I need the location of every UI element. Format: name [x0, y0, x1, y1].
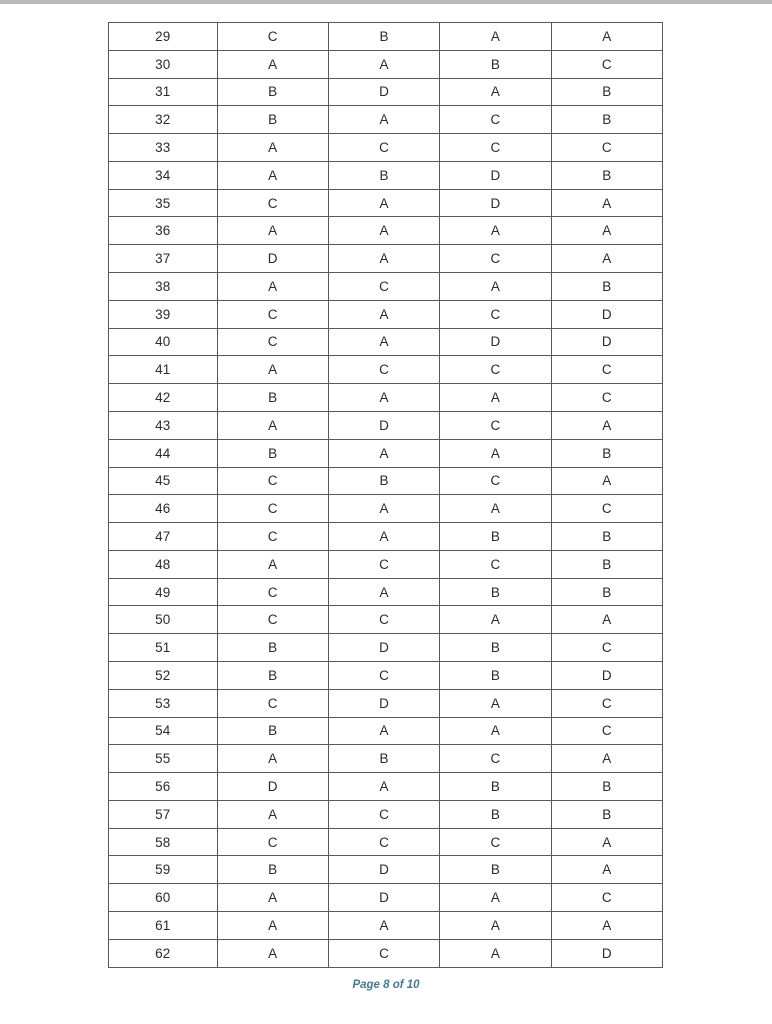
answer-cell: C	[328, 356, 439, 384]
question-number-cell: 60	[109, 884, 218, 912]
answer-cell: A	[217, 50, 328, 78]
answer-cell: A	[328, 328, 439, 356]
table-row	[109, 106, 663, 134]
table-row	[109, 745, 663, 773]
table-row	[109, 523, 663, 551]
table-row	[109, 939, 663, 967]
answer-cell: A	[328, 773, 439, 801]
question-number-cell: 58	[109, 828, 218, 856]
question-number-cell: 33	[109, 134, 218, 162]
answer-cell: D	[328, 78, 439, 106]
answer-key-table	[108, 22, 663, 968]
answer-cell: A	[551, 606, 662, 634]
answer-cell: C	[551, 717, 662, 745]
table-row	[109, 23, 663, 51]
question-number-cell: 40	[109, 328, 218, 356]
answer-cell: C	[440, 356, 551, 384]
question-number-cell: 53	[109, 689, 218, 717]
table-row	[109, 773, 663, 801]
answer-cell: A	[551, 467, 662, 495]
table-row	[109, 134, 663, 162]
answer-cell: A	[217, 134, 328, 162]
answer-cell: B	[551, 773, 662, 801]
answer-cell: B	[440, 661, 551, 689]
answer-cell: C	[217, 523, 328, 551]
table-row	[109, 439, 663, 467]
answer-cell: D	[217, 773, 328, 801]
table-row	[109, 161, 663, 189]
table-row	[109, 606, 663, 634]
answer-cell: A	[440, 884, 551, 912]
answer-cell: C	[551, 356, 662, 384]
answer-cell: D	[328, 634, 439, 662]
answer-cell: A	[440, 217, 551, 245]
answer-cell: B	[328, 467, 439, 495]
answer-cell: B	[440, 634, 551, 662]
question-number-cell: 39	[109, 300, 218, 328]
answer-cell: A	[440, 495, 551, 523]
answer-cell: A	[328, 245, 439, 273]
answer-cell: B	[440, 50, 551, 78]
answer-cell: C	[328, 939, 439, 967]
answer-cell: B	[551, 161, 662, 189]
answer-cell: C	[217, 495, 328, 523]
answer-cell: A	[328, 217, 439, 245]
answer-cell: C	[440, 745, 551, 773]
answer-cell: C	[217, 689, 328, 717]
answer-cell: A	[217, 912, 328, 940]
answer-cell: A	[440, 717, 551, 745]
answer-cell: C	[328, 273, 439, 301]
answer-cell: A	[328, 495, 439, 523]
answer-cell: A	[217, 161, 328, 189]
question-number-cell: 34	[109, 161, 218, 189]
question-number-cell: 55	[109, 745, 218, 773]
table-row	[109, 856, 663, 884]
question-number-cell: 46	[109, 495, 218, 523]
answer-cell: A	[551, 745, 662, 773]
answer-cell: A	[440, 78, 551, 106]
answer-cell: D	[328, 411, 439, 439]
table-row	[109, 912, 663, 940]
answer-cell: A	[217, 939, 328, 967]
question-number-cell: 42	[109, 384, 218, 412]
answer-cell: A	[440, 912, 551, 940]
answer-cell: C	[217, 23, 328, 51]
answer-cell: B	[551, 550, 662, 578]
answer-cell: D	[217, 245, 328, 273]
answer-cell: C	[328, 134, 439, 162]
table-row	[109, 328, 663, 356]
table-row	[109, 50, 663, 78]
answer-cell: C	[217, 467, 328, 495]
answer-cell: B	[440, 578, 551, 606]
question-number-cell: 48	[109, 550, 218, 578]
question-number-cell: 37	[109, 245, 218, 273]
question-number-cell: 35	[109, 189, 218, 217]
answer-cell: A	[328, 50, 439, 78]
table-row	[109, 828, 663, 856]
answer-cell: A	[328, 106, 439, 134]
question-number-cell: 36	[109, 217, 218, 245]
answer-cell: B	[440, 800, 551, 828]
answer-cell: A	[551, 411, 662, 439]
question-number-cell: 50	[109, 606, 218, 634]
answer-cell: C	[328, 828, 439, 856]
question-number-cell: 38	[109, 273, 218, 301]
answer-cell: D	[328, 689, 439, 717]
table-row	[109, 717, 663, 745]
answer-cell: D	[551, 661, 662, 689]
answer-cell: B	[551, 78, 662, 106]
answer-cell: B	[217, 439, 328, 467]
answer-cell: C	[440, 134, 551, 162]
table-row	[109, 300, 663, 328]
table-row	[109, 245, 663, 273]
page-top-edge-divider	[0, 0, 772, 4]
answer-cell: A	[551, 189, 662, 217]
answer-cell: D	[551, 328, 662, 356]
answer-cell: B	[217, 78, 328, 106]
table-row	[109, 189, 663, 217]
table-row	[109, 800, 663, 828]
table-row	[109, 689, 663, 717]
answer-cell: A	[217, 356, 328, 384]
answer-cell: A	[328, 523, 439, 551]
answer-cell: A	[551, 828, 662, 856]
table-row	[109, 578, 663, 606]
answer-cell: C	[328, 661, 439, 689]
answer-cell: C	[440, 106, 551, 134]
answer-cell: C	[217, 606, 328, 634]
answer-cell: B	[328, 745, 439, 773]
table-row	[109, 661, 663, 689]
answer-cell: B	[217, 384, 328, 412]
table-row	[109, 78, 663, 106]
answer-cell: A	[217, 550, 328, 578]
answer-cell: D	[328, 856, 439, 884]
answer-cell: A	[440, 439, 551, 467]
table-row	[109, 356, 663, 384]
answer-cell: D	[440, 161, 551, 189]
table-row	[109, 550, 663, 578]
answer-cell: C	[217, 189, 328, 217]
answer-cell: B	[217, 106, 328, 134]
table-row	[109, 411, 663, 439]
answer-cell: C	[440, 245, 551, 273]
answer-cell: B	[551, 273, 662, 301]
answer-cell: B	[217, 634, 328, 662]
answer-cell: A	[328, 189, 439, 217]
table-row	[109, 884, 663, 912]
answer-cell: B	[551, 523, 662, 551]
question-number-cell: 61	[109, 912, 218, 940]
answer-cell: B	[440, 523, 551, 551]
answer-cell: A	[217, 411, 328, 439]
question-number-cell: 30	[109, 50, 218, 78]
table-row	[109, 217, 663, 245]
answer-cell: A	[217, 800, 328, 828]
answer-cell: C	[551, 495, 662, 523]
answer-cell: B	[217, 661, 328, 689]
answer-cell: A	[217, 745, 328, 773]
answer-cell: C	[440, 467, 551, 495]
answer-cell: A	[440, 273, 551, 301]
answer-cell: A	[551, 856, 662, 884]
table-row	[109, 495, 663, 523]
answer-cell: D	[440, 328, 551, 356]
answer-cell: A	[440, 23, 551, 51]
question-number-cell: 52	[109, 661, 218, 689]
question-number-cell: 45	[109, 467, 218, 495]
answer-cell: C	[217, 578, 328, 606]
answer-cell: C	[551, 634, 662, 662]
answer-cell: C	[551, 689, 662, 717]
answer-cell: C	[217, 828, 328, 856]
question-number-cell: 57	[109, 800, 218, 828]
answer-cell: C	[328, 550, 439, 578]
answer-cell: A	[328, 384, 439, 412]
answer-cell: A	[440, 606, 551, 634]
question-number-cell: 43	[109, 411, 218, 439]
answer-cell: C	[551, 884, 662, 912]
question-number-cell: 41	[109, 356, 218, 384]
answer-cell: A	[551, 245, 662, 273]
answer-cell: A	[217, 273, 328, 301]
answer-cell: C	[551, 384, 662, 412]
question-number-cell: 44	[109, 439, 218, 467]
answer-cell: D	[328, 884, 439, 912]
answer-cell: B	[440, 773, 551, 801]
answer-cell: A	[328, 300, 439, 328]
answer-cell: D	[551, 300, 662, 328]
page-number: Page 8 of 10	[352, 979, 420, 991]
answer-cell: B	[328, 161, 439, 189]
answer-cell: A	[440, 689, 551, 717]
question-number-cell: 59	[109, 856, 218, 884]
answer-cell: A	[328, 912, 439, 940]
answer-cell: B	[551, 106, 662, 134]
answer-cell: A	[328, 717, 439, 745]
answer-cell: B	[217, 856, 328, 884]
answer-cell: A	[551, 23, 662, 51]
question-number-cell: 29	[109, 23, 218, 51]
answer-cell: C	[440, 828, 551, 856]
answer-cell: C	[328, 606, 439, 634]
question-number-cell: 31	[109, 78, 218, 106]
answer-cell: D	[440, 189, 551, 217]
answer-cell: B	[328, 23, 439, 51]
question-number-cell: 56	[109, 773, 218, 801]
question-number-cell: 54	[109, 717, 218, 745]
answer-cell: A	[551, 217, 662, 245]
answer-cell: D	[551, 939, 662, 967]
answer-cell: B	[440, 856, 551, 884]
answer-cell: A	[217, 884, 328, 912]
table-row	[109, 467, 663, 495]
answer-cell: C	[440, 411, 551, 439]
table-row	[109, 384, 663, 412]
answer-cell: C	[551, 50, 662, 78]
table-row	[109, 273, 663, 301]
answer-cell: A	[440, 939, 551, 967]
answer-cell: C	[440, 300, 551, 328]
answer-cell: C	[217, 300, 328, 328]
answer-cell: A	[217, 217, 328, 245]
answer-cell: C	[217, 328, 328, 356]
question-number-cell: 32	[109, 106, 218, 134]
answer-cell: B	[551, 439, 662, 467]
answer-cell: A	[328, 439, 439, 467]
answer-key-table-body	[109, 23, 663, 968]
answer-cell: A	[328, 578, 439, 606]
answer-cell: B	[551, 800, 662, 828]
answer-cell: C	[551, 134, 662, 162]
answer-cell: B	[217, 717, 328, 745]
question-number-cell: 49	[109, 578, 218, 606]
answer-cell: A	[440, 384, 551, 412]
answer-cell: C	[440, 550, 551, 578]
answer-cell: C	[328, 800, 439, 828]
question-number-cell: 62	[109, 939, 218, 967]
answer-cell: B	[551, 578, 662, 606]
answer-cell: A	[551, 912, 662, 940]
question-number-cell: 51	[109, 634, 218, 662]
table-row	[109, 634, 663, 662]
question-number-cell: 47	[109, 523, 218, 551]
